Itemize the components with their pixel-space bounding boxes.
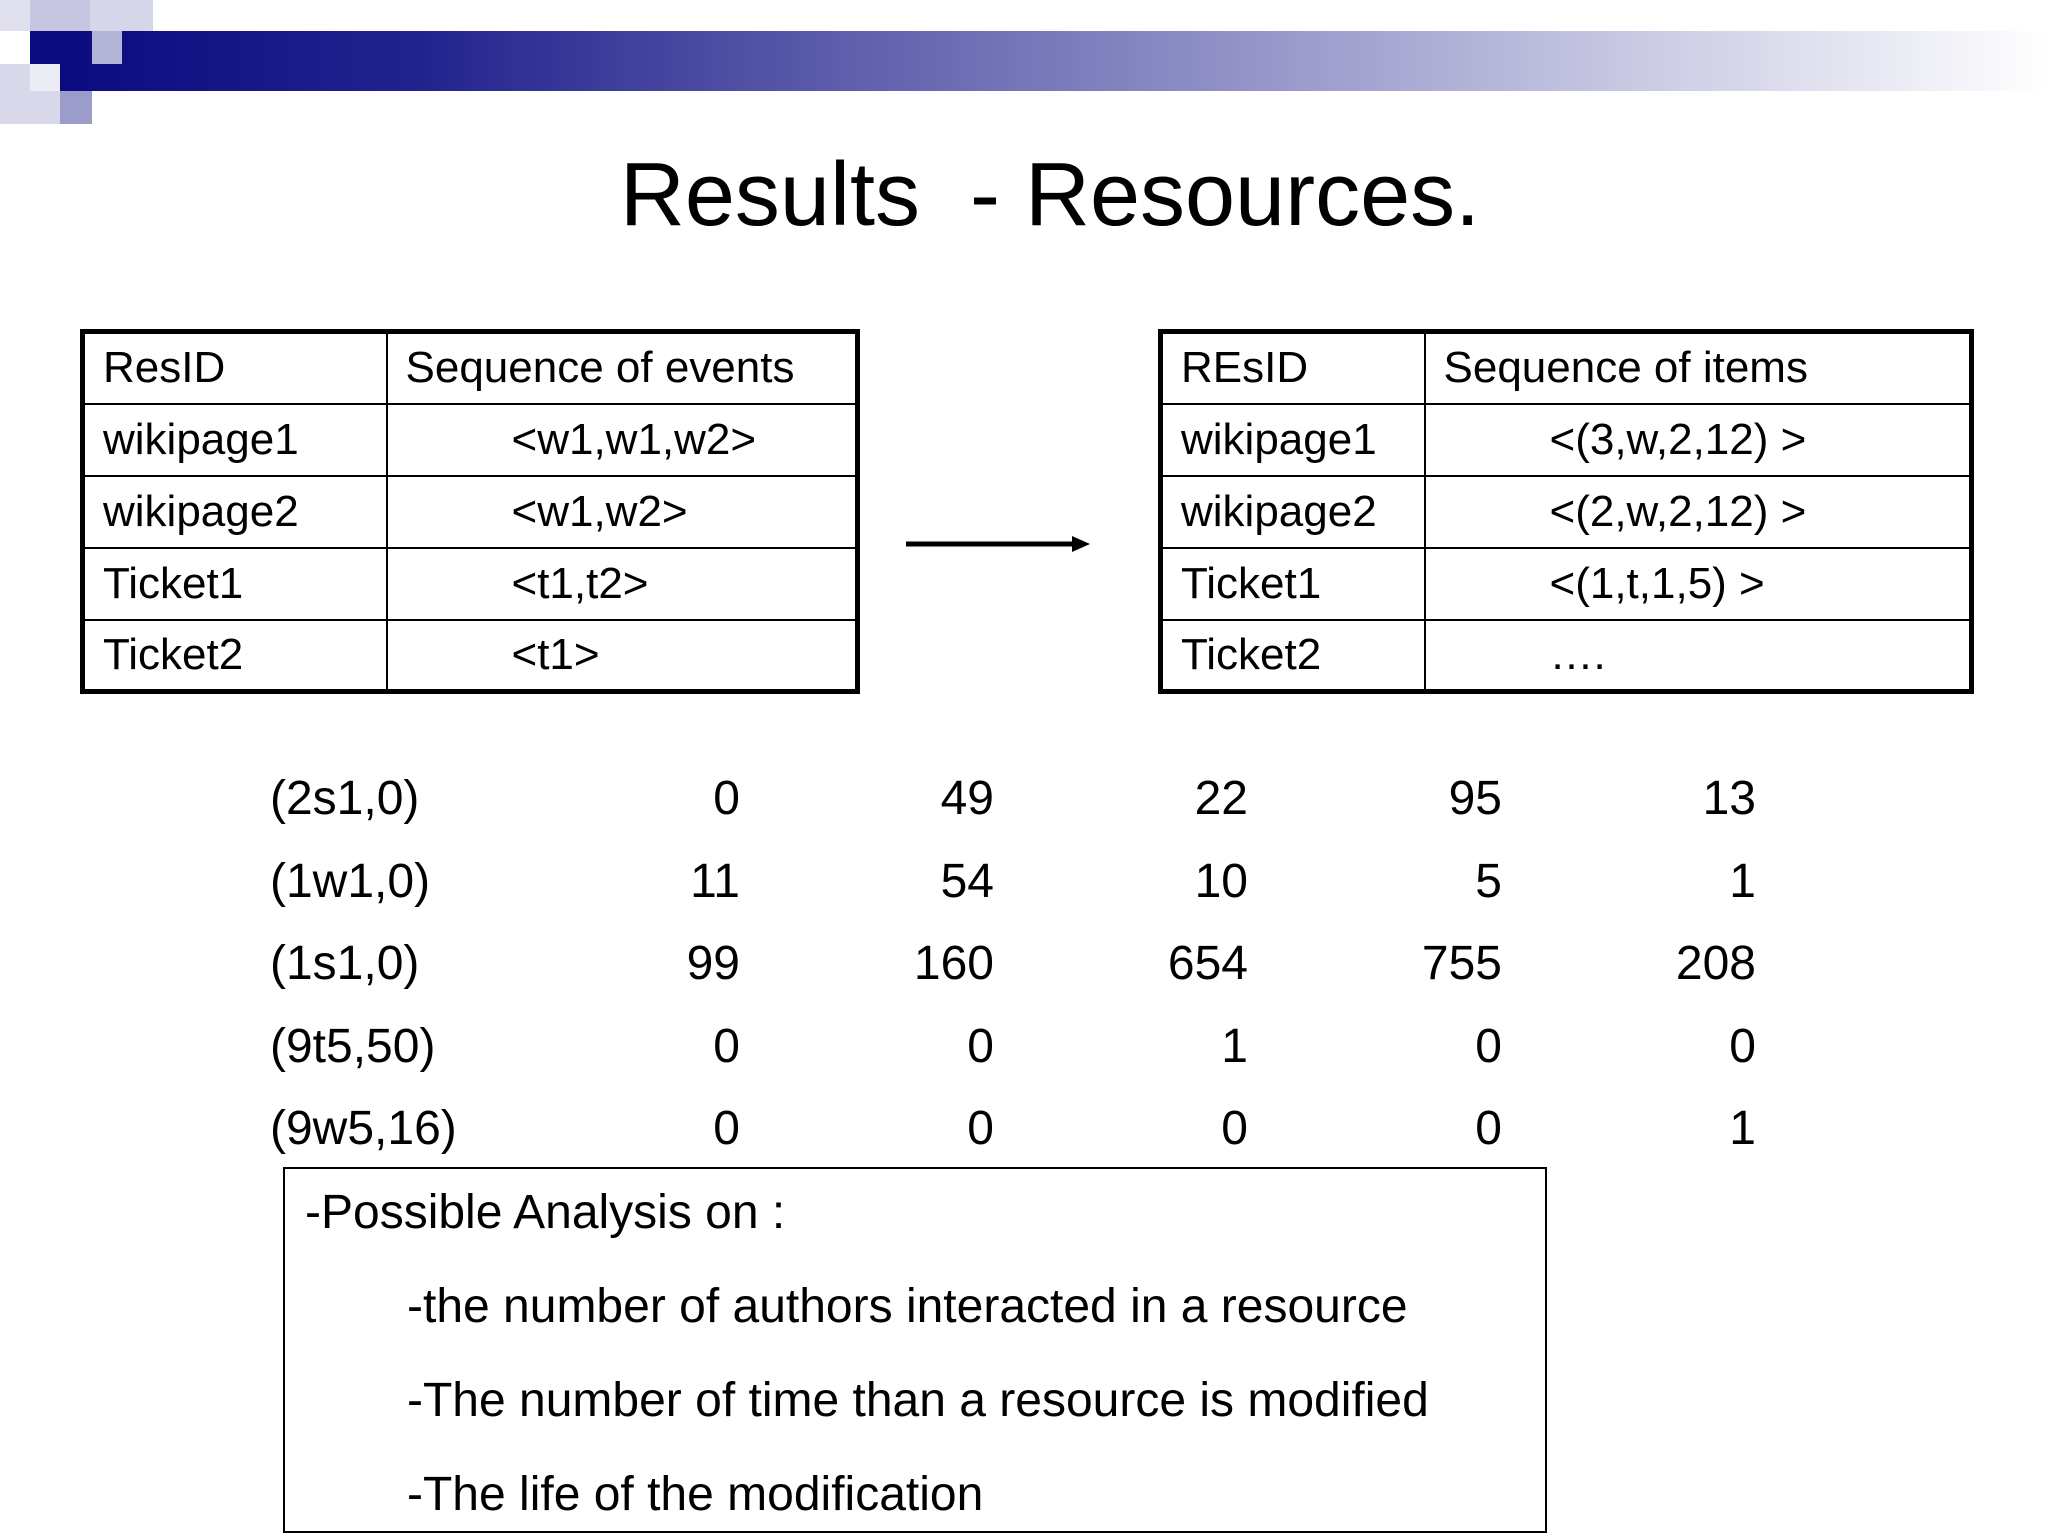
sequence-cell: <(3,w,2,12) > xyxy=(1425,404,1972,476)
sequence-cell: <(2,w,2,12) > xyxy=(1425,476,1972,548)
count-value: 654 xyxy=(1167,937,1248,990)
banner-square xyxy=(90,0,153,31)
table-row xyxy=(83,620,858,692)
banner-square xyxy=(0,0,30,31)
count-value: 0 xyxy=(1729,1019,1756,1073)
count-value: 5 xyxy=(1475,854,1502,908)
table-row xyxy=(83,476,858,548)
analysis-point: -The life of the modification xyxy=(407,1468,984,1521)
count-value: 0 xyxy=(1221,1102,1248,1155)
count-value: 10 xyxy=(1194,854,1248,908)
count-value: 99 xyxy=(686,937,740,990)
resource-id-cell: Ticket2 xyxy=(83,620,387,692)
items-table xyxy=(1158,329,1974,694)
count-value: 49 xyxy=(940,772,994,825)
table-header-row xyxy=(83,332,858,404)
count-value: 95 xyxy=(1448,772,1502,825)
sequence-cell: <t1,t2> xyxy=(387,548,858,620)
count-value: 0 xyxy=(713,1019,740,1073)
banner-gradient-bar xyxy=(60,31,2048,91)
sequence-cell: <w1,w1,w2> xyxy=(387,404,858,476)
analysis-box xyxy=(283,1167,1547,1533)
count-value: 1 xyxy=(1729,854,1756,908)
resource-id-cell: wikipage2 xyxy=(1161,476,1425,548)
table-header-row xyxy=(1161,332,1972,404)
count-value: 755 xyxy=(1421,937,1502,990)
resource-id-cell: wikipage1 xyxy=(1161,404,1425,476)
column-header: Sequence of items xyxy=(1425,332,1972,404)
analysis-heading: -Possible Analysis on : xyxy=(305,1186,786,1239)
column-header: ResID xyxy=(83,332,387,404)
pattern-label: (1w1,0) xyxy=(270,854,431,908)
count-value: 1 xyxy=(1729,1102,1756,1155)
count-value: 0 xyxy=(1475,1102,1502,1155)
banner-square xyxy=(30,0,90,31)
pattern-label: (9t5,50) xyxy=(270,1019,436,1073)
pattern-label: (9w5,16) xyxy=(270,1102,457,1155)
resource-id-cell: wikipage2 xyxy=(83,476,387,548)
count-value: 22 xyxy=(1194,772,1248,825)
resource-id-cell: Ticket1 xyxy=(83,548,387,620)
count-value: 0 xyxy=(967,1102,994,1155)
resource-id-cell: Ticket2 xyxy=(1161,620,1425,692)
banner-square xyxy=(92,31,122,64)
pattern-label: (2s1,0) xyxy=(270,772,420,825)
sequence-cell: <t1> xyxy=(387,620,858,692)
count-value: 11 xyxy=(690,854,740,908)
count-value: 1 xyxy=(1221,1019,1248,1073)
banner-square xyxy=(30,31,63,64)
count-value: 0 xyxy=(967,1019,994,1073)
events-table xyxy=(80,329,860,694)
banner-square xyxy=(60,91,92,124)
sequence-cell: <w1,w2> xyxy=(387,476,858,548)
header-banner xyxy=(0,0,2048,126)
count-value: 208 xyxy=(1675,937,1756,990)
count-value: 0 xyxy=(1475,1019,1502,1073)
table-row xyxy=(1161,548,1972,620)
table-row xyxy=(83,548,858,620)
banner-square xyxy=(30,64,60,91)
resource-id-cell: wikipage1 xyxy=(83,404,387,476)
analysis-point: -the number of authors interacted in a resource xyxy=(407,1280,1408,1333)
slide-title: Results - Resources. xyxy=(619,145,1481,245)
column-header: Sequence of events xyxy=(387,332,858,404)
count-value: 0 xyxy=(713,772,740,825)
count-value: 54 xyxy=(940,854,994,908)
sequence-cell: <(1,t,1,5) > xyxy=(1425,548,1972,620)
table-row xyxy=(83,404,858,476)
table-row xyxy=(1161,476,1972,548)
table-row xyxy=(1161,404,1972,476)
table-row xyxy=(1161,620,1972,692)
right-arrow-icon xyxy=(906,532,1090,556)
count-value: 160 xyxy=(913,937,994,990)
resource-id-cell: Ticket1 xyxy=(1161,548,1425,620)
sequence-cell: …. xyxy=(1425,620,1972,692)
count-value: 13 xyxy=(1702,772,1756,825)
pattern-label: (1s1,0) xyxy=(270,937,420,990)
count-value: 0 xyxy=(713,1102,740,1155)
column-header: REsID xyxy=(1161,332,1425,404)
analysis-point: -The number of time than a resource is modified xyxy=(407,1374,1429,1427)
